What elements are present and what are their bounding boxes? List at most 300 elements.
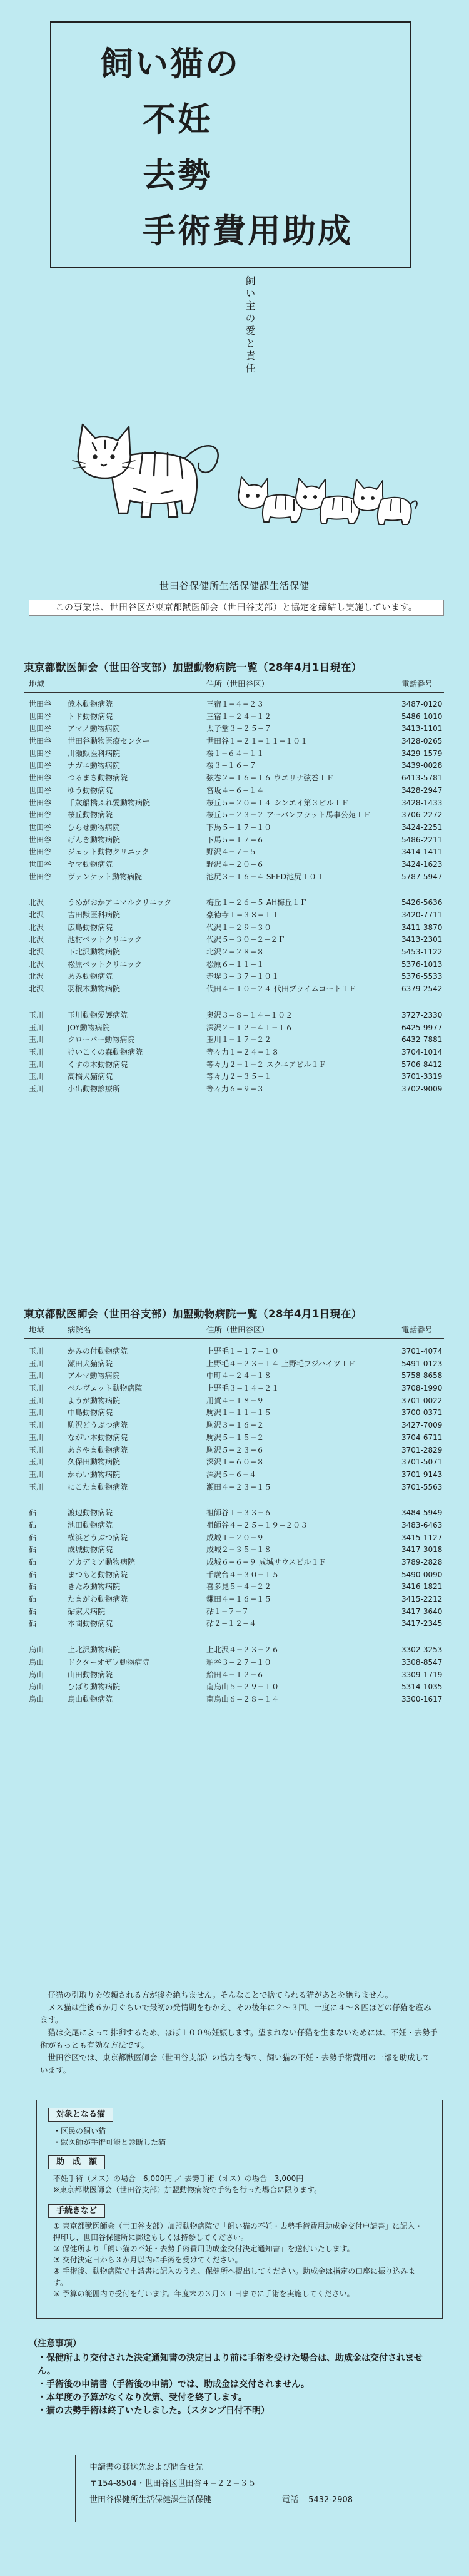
hospital-row — [24, 946, 444, 959]
area-cell: 北沢 — [29, 948, 44, 957]
hospital-name-cell: アルマ動物病院 — [68, 1371, 120, 1381]
address-cell: 代田４−１０−２４ 代田プライムコート１Ｆ — [206, 984, 356, 994]
explanation-paragraph: 猫は交尾によって排卵するため、ほぼ１００％妊娠します。望まれない仔猫を生まないためには、不妊・去勢手術がもっとも有効な方法です。 — [40, 2028, 438, 2050]
hospital-row — [24, 1644, 444, 1657]
hospital-name-cell: ひばり動物病院 — [68, 1682, 121, 1692]
hospital-name-cell: ベルヴェット動物病院 — [68, 1384, 143, 1393]
area-cell: 世田谷 — [29, 712, 52, 721]
hospital-name-cell: ようが動物病院 — [68, 1396, 121, 1405]
phone-cell: 3701-3319 — [401, 1072, 443, 1081]
address-cell: 池尻３−１６−４ SEED池尻１０１ — [206, 872, 324, 881]
contact-phone-label: 電話 — [282, 2495, 299, 2505]
area-cell: 世田谷 — [29, 774, 52, 783]
address-cell: 千歳台４−３０−１５ — [206, 1570, 280, 1579]
hospital-name-cell: 渡辺動物病院 — [68, 1508, 113, 1518]
phone-cell: 3708-1990 — [401, 1384, 443, 1393]
phone-cell: 3413-2301 — [401, 935, 443, 944]
table1-body — [24, 698, 444, 1096]
hospital-name-cell: JOY動物病院 — [68, 1023, 110, 1032]
hospital-name-cell: ひらせ動物病院 — [68, 822, 120, 832]
hospital-name-cell: 千歳船橋ふれ愛動物病院 — [68, 798, 151, 807]
hospital-name-cell: 成城動物病院 — [68, 1545, 113, 1555]
hospital-name-cell: 山田動物病院 — [68, 1670, 113, 1679]
phone-cell: 3427-7009 — [401, 1421, 443, 1430]
amount-line: 不妊手術（メス）の場合 6,000円 ／ 去勢手術（オス）の場合 3,000円 — [53, 2174, 304, 2183]
address-cell: 太子堂３−２５−７ — [206, 724, 272, 733]
hospital-row — [24, 772, 444, 785]
area-cell: 玉川 — [29, 1396, 44, 1405]
address-cell: 下馬５−１７−６ — [206, 835, 265, 844]
area-cell: 砧 — [29, 1570, 37, 1579]
contact-phone-number: 5432-2908 — [308, 2495, 353, 2505]
area-cell: 砧 — [29, 1533, 37, 1542]
table1-header — [24, 675, 444, 693]
hospital-row — [24, 1346, 444, 1358]
hospital-row — [24, 698, 444, 711]
agreement-banner: この事業は、世田谷区が東京都獣医師会（世田谷支部）と協定を締結し実施しています。 — [29, 600, 444, 616]
hospital-row — [24, 859, 444, 871]
address-cell: 等々力１−２４−１８ — [206, 1047, 280, 1056]
group-spacer — [24, 1630, 444, 1644]
hospital-row — [24, 1407, 444, 1419]
area-cell: 世田谷 — [29, 822, 52, 832]
hospital-name-cell: 下北沢動物病院 — [68, 948, 121, 957]
area-cell: 世田谷 — [29, 749, 52, 758]
address-cell: 深沢５−６−４ — [206, 1469, 257, 1479]
phone-cell: 3415-1127 — [401, 1533, 443, 1542]
address-cell: 粕谷３−２７−１０ — [206, 1657, 272, 1667]
hospital-row — [24, 1681, 444, 1694]
area-cell: 砧 — [29, 1558, 37, 1567]
area-cell: 世田谷 — [29, 798, 52, 807]
phone-cell: 6425-9977 — [401, 1023, 443, 1032]
contact-dept: 世田谷保健所生活保健課生活保健 — [89, 2495, 212, 2505]
target-item: ・区民の飼い猫 — [53, 2127, 106, 2135]
target-item: ・獣医師が手術可能と診断した猫 — [53, 2138, 166, 2147]
hospital-row — [24, 748, 444, 760]
area-cell: 玉川 — [29, 1047, 44, 1056]
phone-cell: 6413-5781 — [401, 774, 443, 783]
area-cell: 玉川 — [29, 1371, 44, 1381]
phone-cell: 5426-5636 — [401, 898, 443, 907]
phone-cell: 3428-2947 — [401, 785, 443, 795]
hospital-name-cell: けいこくの森動物病院 — [68, 1047, 143, 1056]
contact-title: 申請書の郵送先および問合せ先 — [89, 2463, 204, 2472]
phone-cell: 3417-3018 — [401, 1545, 443, 1555]
col-hospital-header: 病院名 — [68, 1325, 91, 1334]
phone-cell: 5758-8658 — [401, 1371, 443, 1381]
notes-list — [38, 2352, 438, 2418]
phone-cell: 3416-1821 — [401, 1582, 443, 1592]
phone-cell: 3704-1014 — [401, 1047, 443, 1056]
phone-cell: 3701-0022 — [401, 1396, 443, 1405]
hospital-row — [24, 1009, 444, 1022]
hospital-row — [24, 846, 444, 859]
area-cell: 世田谷 — [29, 724, 52, 733]
amount-note: ※東京都獣医師会（世田谷支部）加盟動物病院で手術を行った場合に限ります。 — [53, 2185, 322, 2194]
phone-cell: 5706-8412 — [401, 1060, 443, 1069]
address-cell: 等々力２−３５−１ — [206, 1072, 272, 1081]
phone-cell: 5486-2211 — [401, 835, 443, 844]
explanation-paragraph: 仔猫の引取りを依頼される方が後を絶ちません。そんなことで捨てられる猫があとを絶ちません。 — [48, 1990, 393, 2000]
procedure-step: ② 保健所より「飼い猫の不妊・去勢手術費用助成金交付決定通知書」を送付いたします。 — [53, 2244, 355, 2253]
hospital-name-cell: 中島動物病院 — [68, 1408, 113, 1418]
hospital-name-cell: ヴァンケット動物病院 — [68, 872, 143, 881]
address-cell: 玉川１−１７−２２ — [206, 1035, 272, 1045]
hospital-row — [24, 809, 444, 822]
hospital-name-cell: たまがわ動物病院 — [68, 1595, 128, 1604]
address-cell: 赤堤３−３７−１０１ — [206, 972, 280, 981]
address-cell: 駒沢３−１６−２ — [206, 1421, 265, 1430]
hospital-name-cell: まつもと動物病院 — [68, 1570, 128, 1579]
cat-family-illustration — [68, 413, 418, 532]
hospital-row — [24, 785, 444, 797]
phone-cell: 3439-0028 — [401, 761, 443, 770]
hospital-name-cell: クローバー動物病院 — [68, 1035, 135, 1045]
phone-cell: 3424-2251 — [401, 822, 443, 832]
procedure-step: ① 東京都獣医師会（世田谷支部）加盟動物病院で「飼い猫の不妊・去勢手術費用助成金交付申請書」に記入・押印し、世田谷保健所に郵送もしくは持参してください。 — [53, 2222, 423, 2242]
address-cell: 代沢５−３０−２−２Ｆ — [206, 935, 286, 944]
address-cell: 上野毛３−１４−２１ — [206, 1384, 280, 1393]
phone-cell: 3417-3640 — [401, 1607, 443, 1616]
phone-cell: 3706-2272 — [401, 810, 443, 820]
hospital-name-cell: ドクターオザワ動物病院 — [68, 1657, 150, 1667]
address-cell: 宮坂４−６−１４ — [206, 785, 265, 795]
group-spacer — [24, 1493, 444, 1507]
hospital-row — [24, 1581, 444, 1593]
phone-cell: 3700-0371 — [401, 1408, 443, 1418]
area-cell: 北沢 — [29, 972, 44, 981]
hospital-name-cell: 広島動物病院 — [68, 923, 113, 932]
hospital-name-cell: 横浜どうぶつ病院 — [68, 1533, 128, 1542]
hospital-row — [24, 934, 444, 946]
address-cell: 成城６−６−９ 成城サウスビル１Ｆ — [206, 1558, 326, 1567]
hospital-name-cell: ゆう動物病院 — [68, 785, 113, 795]
address-cell: 弦巻２−１６−１６ ウエリナ弦巻１Ｆ — [206, 774, 334, 783]
area-cell: 世田谷 — [29, 700, 52, 708]
address-cell: 等々力６−９−３ — [206, 1084, 265, 1093]
hospital-row — [24, 1034, 444, 1046]
address-cell: 祖師谷１−３３−６ — [206, 1508, 272, 1518]
address-cell: 中町４−２４−１８ — [206, 1371, 272, 1381]
hospital-row — [24, 1083, 444, 1096]
phone-cell: 3702-9009 — [401, 1084, 443, 1093]
phone-cell: 3411-3870 — [401, 923, 443, 932]
hospital-row — [24, 1657, 444, 1669]
hospital-name-cell: きたみ動物病院 — [68, 1582, 121, 1592]
issuer-line: 世田谷保健所生活保健課生活保健 — [159, 580, 310, 591]
hospital-row — [24, 1419, 444, 1432]
address-cell: 等々力２−１−２ スクエアビル１Ｆ — [206, 1060, 326, 1069]
hospital-row — [24, 735, 444, 748]
address-cell: 喜多見５−４−２２ — [206, 1582, 272, 1592]
hospital-row — [24, 1520, 444, 1532]
hospital-row — [24, 723, 444, 735]
address-cell: 梅丘１−２６−５ AH梅丘１Ｆ — [206, 898, 308, 907]
hospital-name-cell: 松原ペットクリニック — [68, 959, 143, 969]
address-cell: 下馬５−１７−１０ — [206, 822, 272, 832]
area-cell: 世田谷 — [29, 835, 52, 844]
phone-cell: 3417-2345 — [401, 1619, 443, 1628]
phone-cell: 3487-0120 — [401, 700, 443, 708]
phone-cell: 3701-5563 — [401, 1482, 443, 1491]
hospital-row — [24, 1544, 444, 1556]
hospital-row — [24, 834, 444, 847]
address-cell: 深沢２−１２−４１−１６ — [206, 1023, 293, 1032]
hospital-name-cell: 川瀬獣医科病院 — [68, 749, 121, 758]
title-line-4: 手術費用助成 — [143, 212, 353, 250]
area-cell: 玉川 — [29, 1072, 44, 1081]
hospital-row — [24, 897, 444, 909]
hospital-name-cell: 砧家犬病院 — [68, 1607, 106, 1616]
area-cell: 世田谷 — [29, 785, 52, 795]
area-cell: 玉川 — [29, 1458, 44, 1467]
phone-cell: 5490-0090 — [401, 1570, 443, 1579]
hospital-row — [24, 983, 444, 996]
hospital-row — [24, 1370, 444, 1383]
target-list — [53, 2125, 428, 2148]
hospital-row — [24, 797, 444, 810]
hospital-name-cell: あきやま動物病院 — [68, 1445, 128, 1454]
hospital-row — [24, 1481, 444, 1494]
hospital-name-cell: 本間動物病院 — [68, 1619, 113, 1628]
hospital-row — [24, 1071, 444, 1083]
phone-cell: 3704-6711 — [401, 1433, 443, 1442]
address-cell: 砧２−１２−４ — [206, 1619, 257, 1628]
address-cell: 桜３−１６−７ — [206, 761, 257, 770]
address-cell: 野沢４−２０−６ — [206, 859, 265, 869]
hospital-row — [24, 971, 444, 983]
phone-cell: 3484-5949 — [401, 1508, 443, 1518]
note-item: ・本年度の予算がなくなり次第、受付を終了します。 — [38, 2393, 247, 2403]
procedure-list — [53, 2221, 428, 2299]
area-cell: 玉川 — [29, 1433, 44, 1442]
address-cell: 成城１−２０−９ — [206, 1533, 265, 1542]
hospital-name-cell: 高橋犬猫病院 — [68, 1072, 113, 1081]
explanation-paragraph: メス猫は生後６か月ぐらいで最初の発情期をむかえ、その後年に２〜３回、一度に４〜８匹ほどの仔猫を産みます。 — [40, 2003, 431, 2025]
note-item: ・手術後の申請書（手術後の申請）では、助成金は交付されません。 — [38, 2379, 310, 2389]
area-cell: 玉川 — [29, 1035, 44, 1045]
address-cell: 桜丘５−２３−２ アーバンフラット馬事公苑１Ｆ — [206, 810, 371, 820]
hospital-row — [24, 1618, 444, 1630]
phone-cell: 3302-3253 — [401, 1645, 443, 1655]
area-cell: 玉川 — [29, 1408, 44, 1418]
table2-title: 東京都獣医師会（世田谷支部）加盟動物病院一覧（28年4月1日現在） — [24, 1308, 362, 1320]
explanation-text — [40, 1989, 438, 2077]
address-cell: 駒沢５−２３−６ — [206, 1445, 265, 1454]
address-cell: 瀬田４−２３−１５ — [206, 1482, 272, 1491]
hospital-row — [24, 1507, 444, 1520]
amount-text — [53, 2173, 428, 2195]
area-cell: 世田谷 — [29, 859, 52, 869]
address-cell: 上野毛４−２３−１４ 上野毛フジハイツ１Ｆ — [206, 1359, 356, 1368]
area-cell: 玉川 — [29, 1445, 44, 1454]
address-cell: 代沢１−２９−３０ — [206, 923, 272, 932]
area-cell: 砧 — [29, 1508, 37, 1518]
hospital-name-cell: 小出動物診療所 — [68, 1084, 121, 1093]
area-cell: 世田谷 — [29, 737, 52, 746]
explanation-paragraph: 世田谷区では、東京都獣医師会（世田谷支部）の協力を得て、飼い猫の不妊・去勢手術費用の一部を助成しています。 — [40, 2053, 431, 2075]
col-phone-header: 電話番号 — [401, 1325, 433, 1334]
amount-heading: 助 成 額 — [48, 2155, 105, 2169]
hospital-row — [24, 760, 444, 772]
title-line-1: 飼い猫の — [100, 45, 240, 83]
area-cell: 烏山 — [29, 1645, 44, 1655]
address-cell: 南烏山５−２９−１０ — [206, 1682, 280, 1692]
address-cell: 深沢１−６０−８ — [206, 1458, 265, 1467]
address-cell: 豪徳寺１−３８−１１ — [206, 911, 280, 919]
hospital-row — [24, 1569, 444, 1582]
hospital-name-cell: 上北沢動物病院 — [68, 1645, 121, 1655]
hospital-row — [24, 1593, 444, 1606]
phone-cell: 5314-1035 — [401, 1682, 443, 1692]
area-cell: 北沢 — [29, 923, 44, 932]
phone-cell: 3413-1101 — [401, 724, 443, 733]
address-cell: 上北沢４−２３−２６ — [206, 1645, 280, 1655]
contact-phone — [282, 2494, 353, 2507]
area-cell: 北沢 — [29, 959, 44, 969]
mother-cat-icon — [73, 424, 218, 517]
hospital-name-cell: うめがおかアニマルクリニック — [68, 898, 172, 907]
hospital-row — [24, 1532, 444, 1545]
phone-cell: 3428-0265 — [401, 737, 443, 746]
hospital-name-cell: 羽根木動物病院 — [68, 984, 121, 994]
address-cell: 三宿１−２４−１２ — [206, 712, 272, 721]
contact-box — [75, 2455, 400, 2522]
contact-address: 〒154-8504・世田谷区世田谷４−２２−３５ — [89, 2479, 256, 2488]
table2-header — [24, 1321, 444, 1339]
phone-cell: 3428-1433 — [401, 798, 443, 807]
area-cell: 北沢 — [29, 935, 44, 944]
hospital-name-cell: 久保田動物病院 — [68, 1458, 121, 1467]
phone-cell: 3308-8547 — [401, 1657, 443, 1667]
hospital-name-cell: 池田動物病院 — [68, 1520, 113, 1530]
address-cell: 桜丘５−２０−１４ シンエイ第３ビル１Ｆ — [206, 798, 349, 807]
area-cell: 玉川 — [29, 1469, 44, 1479]
col-area-header: 地域 — [29, 1325, 45, 1334]
procedure-heading: 手続きなど — [48, 2204, 105, 2218]
hospital-name-cell: あみ動物病院 — [68, 972, 113, 981]
phone-cell: 5453-1122 — [401, 948, 443, 957]
hospital-name-cell: ヤマ動物病院 — [68, 859, 113, 869]
area-cell: 玉川 — [29, 1060, 44, 1069]
hospital-row — [24, 1432, 444, 1444]
table1-title: 東京都獣医師会（世田谷支部）加盟動物病院一覧（28年4月1日現在） — [24, 662, 362, 673]
hospital-name-cell: 億木動物病院 — [68, 700, 113, 708]
phone-cell: 3789-2828 — [401, 1558, 443, 1567]
address-cell: 三宿１−４−２３ — [206, 700, 265, 708]
address-cell: 祖師谷４−２５−１９−２０３ — [206, 1520, 308, 1530]
address-cell: 北沢２−２８−８ — [206, 948, 265, 957]
hospital-name-cell: 桜丘動物病院 — [68, 810, 113, 820]
phone-cell: 3483-6463 — [401, 1520, 443, 1530]
hospital-row — [24, 1669, 444, 1682]
note-item: ・猫の去勢手術は終了いたしました。（スタンプ日付不明） — [38, 2406, 270, 2416]
hospital-name-cell: くすの木動物病院 — [68, 1060, 128, 1069]
hospital-name-cell: 世田谷動物医療センター — [68, 737, 150, 746]
area-cell: 玉川 — [29, 1421, 44, 1430]
hospital-name-cell: かわい動物病院 — [68, 1469, 121, 1479]
address-cell: 奥沢３−８−１４−１０２ — [206, 1010, 293, 1020]
address-cell: 世田谷１−２１−１１−１０１ — [206, 737, 308, 746]
area-cell: 烏山 — [29, 1657, 44, 1667]
procedure-step: ④ 手術後、動物病院で申請書に記入のうえ、保健所へ提出してください。助成金は指定の口座に振り込みます。 — [53, 2267, 416, 2287]
phone-cell: 3424-1623 — [401, 859, 443, 869]
area-cell: 玉川 — [29, 1084, 44, 1093]
notes-title: （注意事項） — [29, 2339, 81, 2349]
area-cell: 砧 — [29, 1545, 37, 1555]
area-cell: 烏山 — [29, 1670, 44, 1679]
hospital-row — [24, 1469, 444, 1481]
area-cell: 砧 — [29, 1607, 37, 1616]
hospital-row — [24, 1444, 444, 1457]
note-item: ・保健所より交付された決定通知書の決定日より前に手術を受けた場合は、助成金は交付されません。 — [38, 2353, 423, 2376]
area-cell: 砧 — [29, 1520, 37, 1530]
address-cell: 駒沢１−１１−１５ — [206, 1408, 272, 1418]
phone-cell: 3727-2330 — [401, 1010, 443, 1020]
address-cell: 給田４−１２−６ — [206, 1670, 265, 1679]
address-cell: 野沢４−７−５ — [206, 847, 257, 857]
kitten-icon — [353, 479, 417, 524]
hospital-name-cell: アカデミア動物病院 — [68, 1558, 135, 1567]
hospital-name-cell: 吉田獣医科病院 — [68, 911, 121, 919]
hospital-row — [24, 1395, 444, 1408]
hospital-row — [24, 1694, 444, 1706]
area-cell: 玉川 — [29, 1482, 44, 1491]
col-address-header: 住所（世田谷区） — [206, 1325, 270, 1334]
area-cell: 玉川 — [29, 1023, 44, 1032]
area-cell: 世田谷 — [29, 847, 52, 857]
area-cell: 烏山 — [29, 1694, 44, 1704]
hospital-name-cell: 烏山動物病院 — [68, 1694, 113, 1704]
phone-cell: 5787-5947 — [401, 872, 443, 881]
phone-cell: 3414-1411 — [401, 847, 443, 857]
hospital-name-cell: 池村ペットクリニック — [68, 935, 143, 944]
phone-cell: 3701-9143 — [401, 1469, 443, 1479]
area-cell: 世田谷 — [29, 872, 52, 881]
phone-cell: 3701-5071 — [401, 1458, 443, 1467]
address-cell: 成城２−３５−１８ — [206, 1545, 272, 1555]
hospital-name-cell: かみの付動物病院 — [68, 1347, 128, 1356]
hospital-name-cell: げんき動物病院 — [68, 835, 121, 844]
phone-cell: 3429-1579 — [401, 749, 443, 758]
area-cell: 北沢 — [29, 984, 44, 994]
hospital-name-cell: にこたま動物病院 — [68, 1482, 128, 1491]
area-cell: 玉川 — [29, 1359, 44, 1368]
hospital-name-cell: ながい本動物病院 — [68, 1433, 128, 1442]
hospital-name-cell: アマノ動物病院 — [68, 724, 120, 733]
phone-cell: 5376-5533 — [401, 972, 443, 981]
col-phone-header: 電話番号 — [401, 679, 433, 688]
address-cell: 駒沢５−１５−２ — [206, 1433, 265, 1442]
hospital-row — [24, 909, 444, 922]
phone-cell: 3309-1719 — [401, 1670, 443, 1679]
hospital-row — [24, 1358, 444, 1371]
group-spacer — [24, 996, 444, 1009]
hospital-name-cell: 瀬田犬猫病院 — [68, 1359, 113, 1368]
hospital-name-cell: ジェット動物クリニック — [68, 847, 150, 857]
phone-cell: 5486-1010 — [401, 712, 443, 721]
hospital-row — [24, 1022, 444, 1035]
hospital-row — [24, 922, 444, 934]
table2-body — [24, 1346, 444, 1706]
area-cell: 烏山 — [29, 1682, 44, 1692]
title-line-2: 不妊 — [143, 101, 213, 139]
procedure-step: ③ 交付決定日から３か月以内に手術を受けてください。 — [53, 2256, 243, 2264]
title-frame — [50, 21, 411, 268]
address-cell: 用賀４−１８−９ — [206, 1396, 265, 1405]
hospital-row — [24, 1383, 444, 1395]
